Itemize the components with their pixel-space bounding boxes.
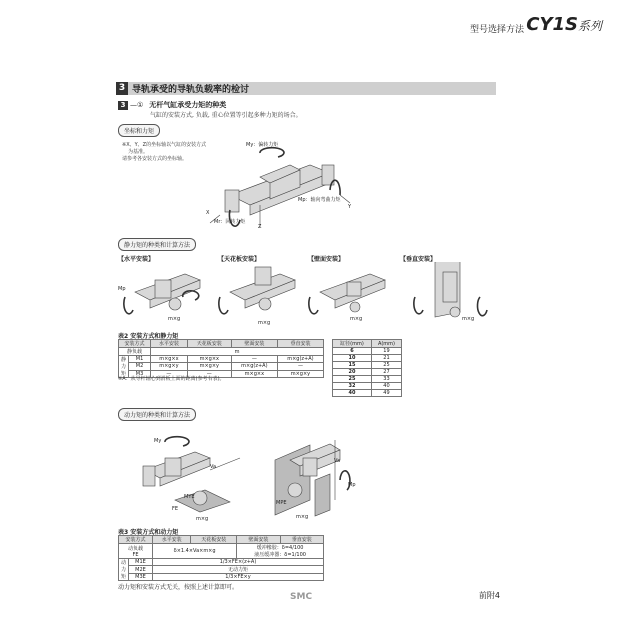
table-row: 15 25 — [333, 362, 402, 369]
table3-header: 天花板安装 — [191, 536, 237, 544]
mount-vertical: 【垂直安装】 — [400, 256, 437, 263]
dyn-my-label: My — [154, 438, 162, 444]
table3 — [118, 535, 324, 581]
table-row: 25 33 — [333, 376, 402, 383]
table-row: 40 49 — [333, 390, 402, 397]
mount-wall: 【壁面安装】 — [308, 256, 345, 263]
table-row: M3E 1/3×FE×y — [119, 574, 324, 581]
subsection-title: 无杆气缸承受力矩的种类 — [149, 101, 227, 109]
bore-header: A(mm) — [371, 340, 401, 348]
table2-header: 安装方式 — [119, 340, 151, 348]
subsection-description: 气缸的安装方式, 负载, 重心位置等引起多种力矩的场合。 — [150, 112, 302, 119]
section-number: 3 — [116, 82, 128, 95]
table3-header: 安装方式 — [119, 536, 153, 544]
table-row: M2 m×g×y m×g×y m×g(z+A) — — [119, 363, 324, 370]
table-row: 动力矩 M1E 1/3×FE×(z+A) — [119, 559, 324, 566]
table2-header: 垂直安装 — [277, 340, 323, 348]
dyn-mg-right-label: m×g — [296, 514, 309, 520]
label-mr: Mr：回转力矩 — [214, 219, 246, 225]
table2-header: 天花板安装 — [187, 340, 231, 348]
table3-header: 垂直安装 — [280, 536, 323, 544]
axis-y: Y — [348, 204, 352, 210]
table-row: 静力矩 M1 m×g×x m×g×x — m×g(z+A) — [119, 356, 324, 363]
table3-caption: 表3 安装方式和动力矩 — [118, 529, 179, 536]
table3-side-label: 动力矩 — [119, 559, 129, 581]
vertical-mg-label: m×g — [462, 316, 475, 322]
static-mg-label: m×g — [168, 316, 181, 322]
dyn-mpe-label: MPE — [276, 500, 287, 506]
section-bar — [116, 82, 496, 95]
dyn-mye-label: MYE — [184, 494, 195, 500]
coord-tag: 坐标和力矩 — [118, 124, 160, 137]
static-tag: 静力矩的种类和计算方法 — [118, 238, 196, 251]
table2 — [118, 339, 324, 378]
table-row: 32 40 — [333, 383, 402, 390]
header-title: 型号选择方法 — [469, 25, 524, 35]
table3-header: 壁面安装 — [237, 536, 280, 544]
table-row: M2E 无动力矩 — [119, 566, 324, 574]
mount-ceiling: 【天花板安装】 — [218, 256, 261, 263]
wall-mg-label: m×g — [350, 316, 363, 322]
dyn-mp-label: Mp — [348, 482, 356, 488]
dynamic-tag: 动力矩的种类和计算方法 — [118, 408, 196, 421]
table-row: 20 27 — [333, 369, 402, 376]
table2-header: 壁面安装 — [231, 340, 277, 348]
table2-side-label: 静力矩 — [119, 356, 129, 378]
table-row: 静负载 m — [119, 348, 324, 356]
subsection-number: 3 — [118, 101, 128, 110]
subsection-index: —① — [130, 101, 144, 109]
footer-note: 动力矩和安装方式无关，按照上述计算即可。 — [118, 584, 239, 591]
bore-table — [332, 339, 402, 397]
table-row: 10 21 — [333, 355, 402, 362]
coord-diagram — [200, 135, 360, 230]
coord-note: ※X、Y、Z的坐标轴以气缸的安装方式 为基准。 请参考各安装方式的坐标轴。 — [122, 142, 207, 162]
axis-x: X — [206, 210, 210, 216]
ceiling-mg-label: m×g — [258, 320, 271, 326]
table2-caption: 表2 安装方式和静力矩 — [118, 333, 179, 340]
table-row: 动负载 FE δ×1.4×Va×m×g 缓冲橡胶：δ=4/100 液压缓冲器：δ=1/100 — [119, 544, 324, 559]
table2-note: ※A：从导杆轴心到滑板上面的距离(参考右表)。 — [118, 376, 225, 382]
dyn-va-label: Va — [210, 464, 217, 470]
label-my: My：偏转力矩 — [246, 142, 279, 148]
header-series: CY1S系列 — [526, 14, 602, 35]
label-mp: Mp：轴向弯曲力矩 — [298, 197, 341, 203]
table-row: M3 — — m×g×x m×g×y — [119, 370, 324, 377]
section-title: 导轨承受的导轨负载率的检讨 — [132, 85, 250, 95]
dyn-va-right-label: Va — [334, 458, 341, 464]
static-mp-label: Mp — [118, 286, 126, 292]
smc-logo: SMC — [290, 592, 313, 602]
mount-horizontal: 【水平安装】 — [118, 256, 155, 263]
dyn-mg-label: m×g — [196, 516, 209, 522]
dyn-fe-label: FE — [172, 506, 179, 512]
bore-header: 缸径(mm) — [333, 340, 372, 348]
table-row: 6 19 — [333, 348, 402, 355]
subsection-heading — [118, 100, 226, 110]
table2-header: 水平安装 — [151, 340, 188, 348]
axis-z: Z — [258, 224, 262, 230]
page-number: 前附4 — [478, 591, 500, 600]
table3-header: 水平安装 — [152, 536, 190, 544]
